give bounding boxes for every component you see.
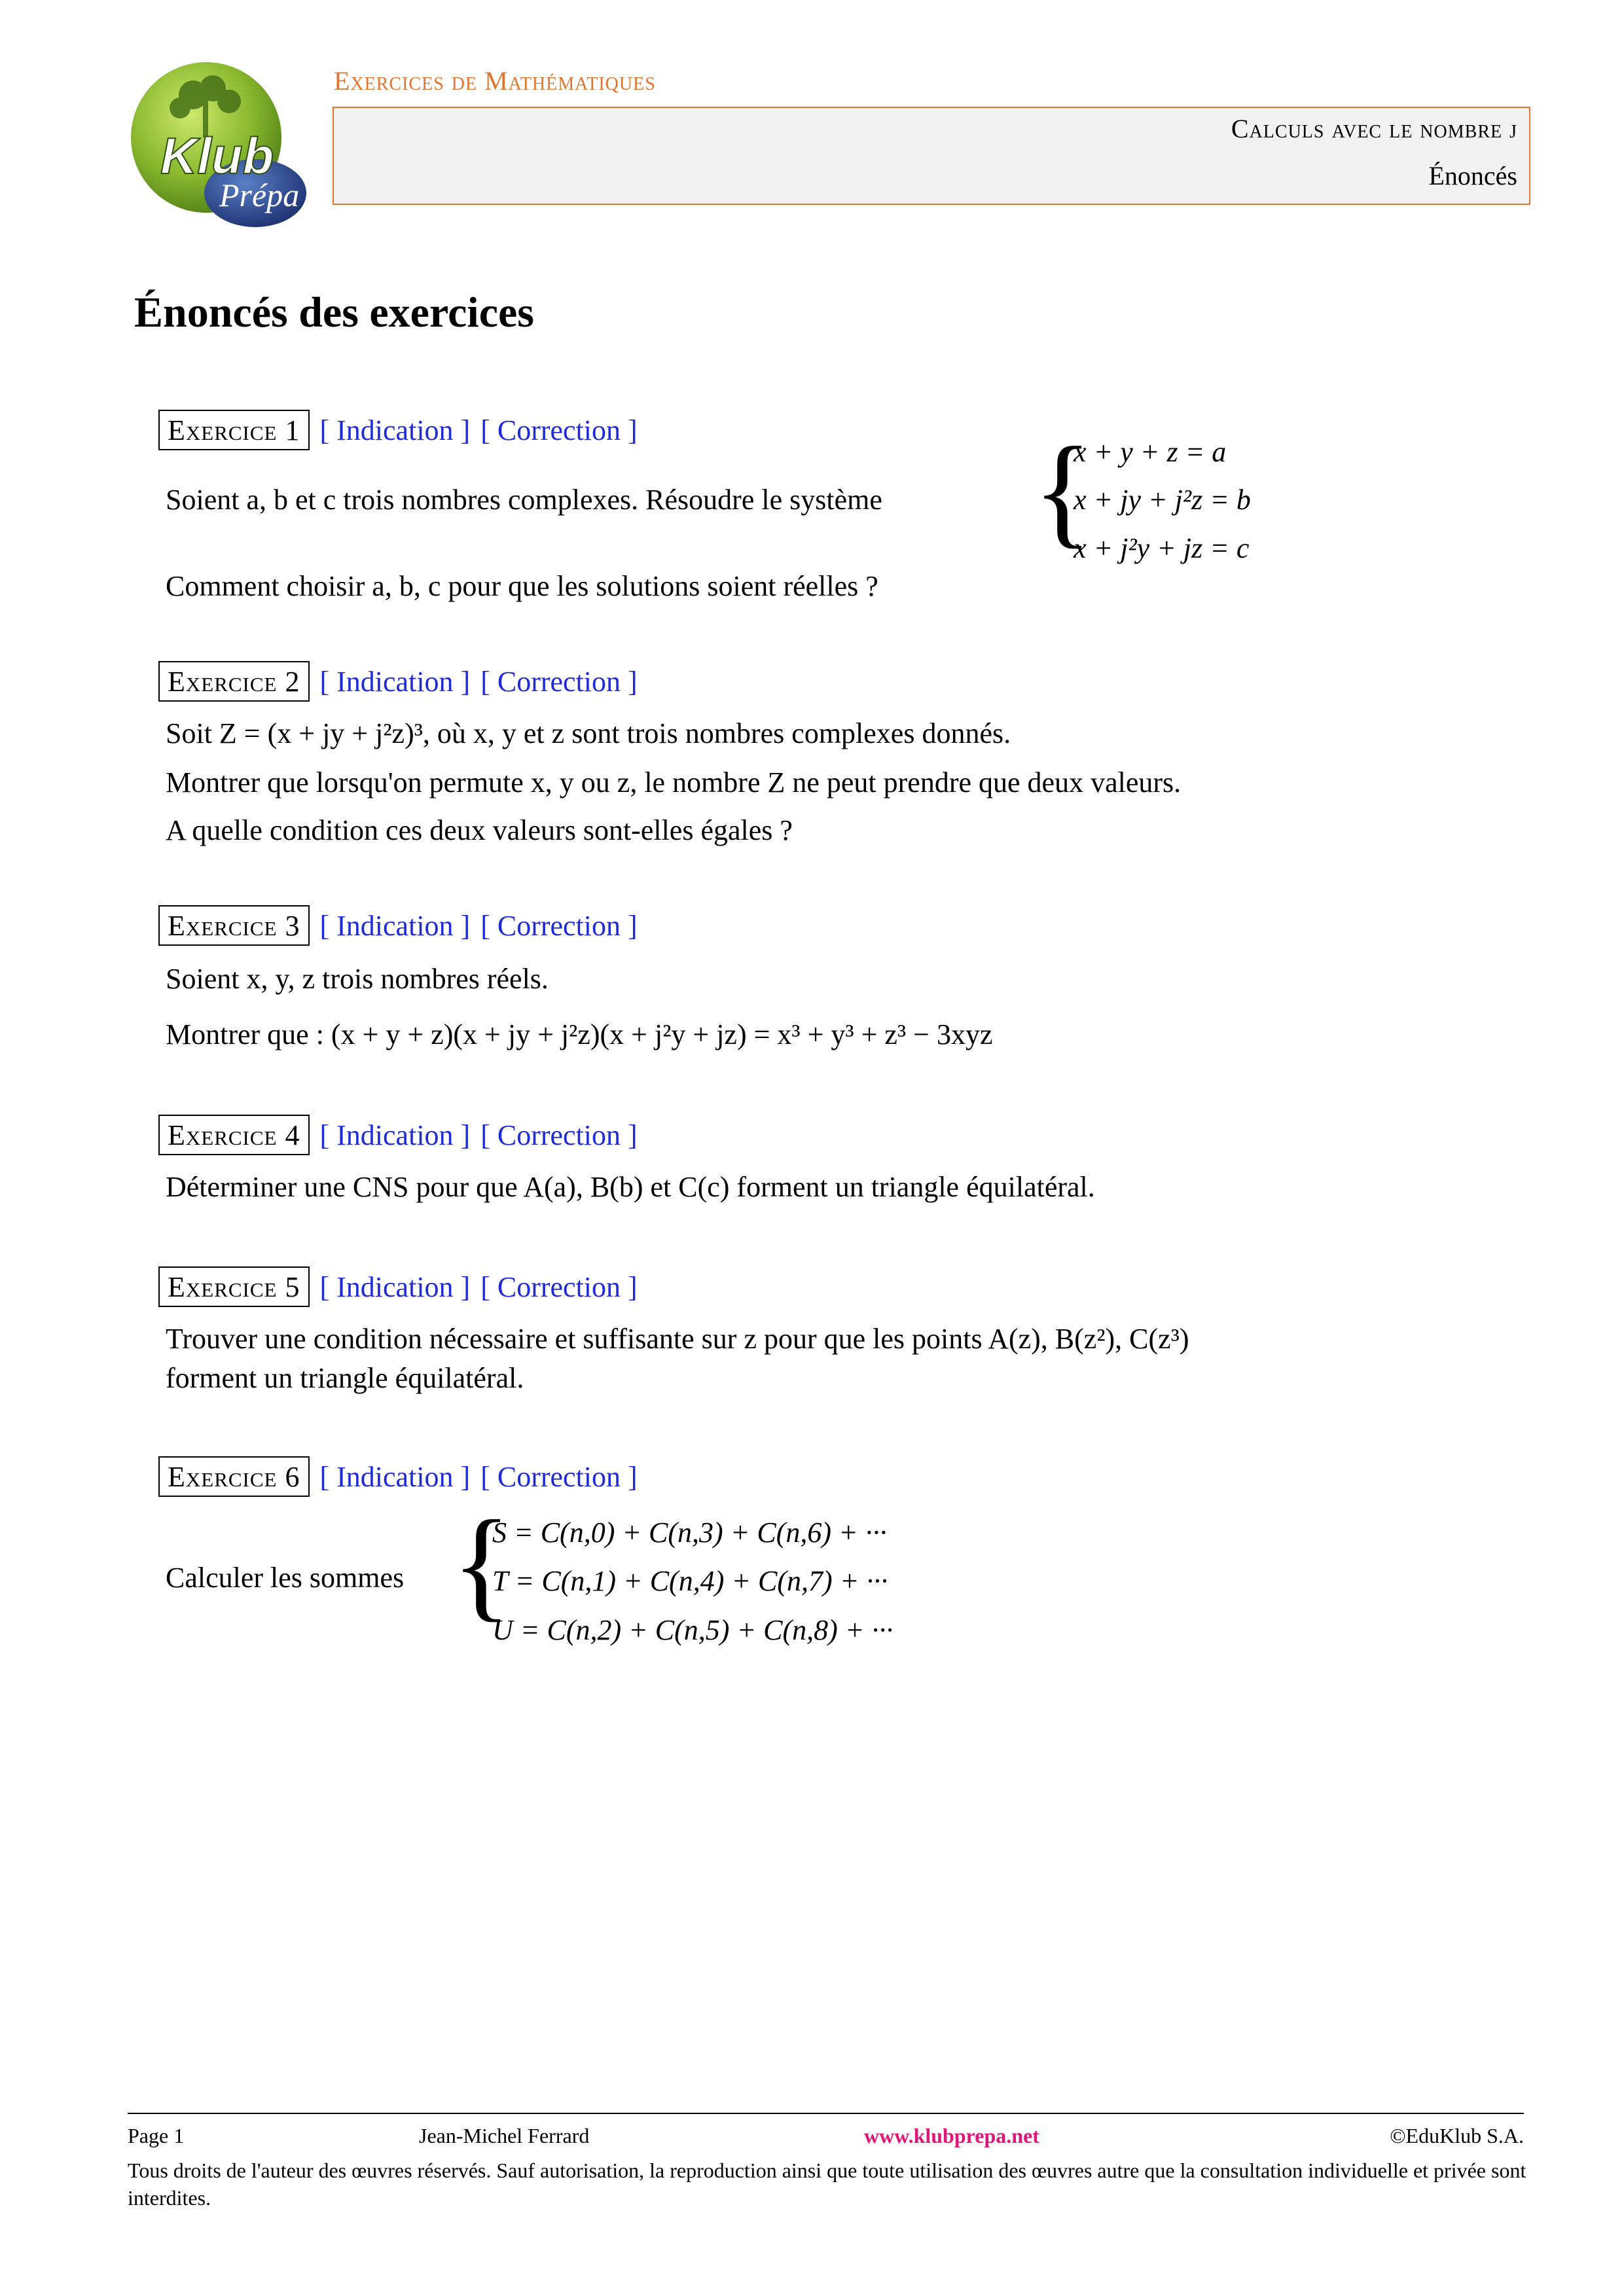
exercise-1-equation-2: x + jy + j²z = b bbox=[1074, 484, 1251, 516]
exercise-4-label: Exercice 4 bbox=[158, 1115, 310, 1155]
exercise-4-correction-link[interactable]: [ Correction ] bbox=[480, 1119, 638, 1151]
exercise-6-sum-T: T = C(n,1) + C(n,4) + C(n,7) + ··· bbox=[492, 1565, 888, 1597]
exercise-6-header bbox=[158, 1454, 638, 1499]
exercise-1-system-brace: { bbox=[1033, 422, 1093, 560]
exercise-1-correction-link[interactable]: [ Correction ] bbox=[480, 414, 638, 446]
exercise-3-line-2: Montrer que : (x + y + z)(x + jy + j²z)(x + j²y + jz) = x³ + y³ + z³ − 3xyz bbox=[166, 1018, 993, 1050]
footer-copyright: ©EduKlub S.A. bbox=[1390, 2124, 1524, 2147]
exercise-2-line-3: A quelle condition ces deux valeurs sont-elles égales ? bbox=[166, 814, 793, 846]
exercise-1-header bbox=[158, 408, 638, 452]
exercise-5-line-1: Trouver une condition nécessaire et suffisante sur z pour que les points A(z), B(z²), C(z³) bbox=[166, 1323, 1189, 1355]
exercise-2-correction-link[interactable]: [ Correction ] bbox=[480, 665, 638, 698]
exercise-1-label: Exercice 1 bbox=[158, 410, 310, 450]
exercise-5-correction-link[interactable]: [ Correction ] bbox=[480, 1270, 638, 1303]
exercise-1-equation-1: x + y + z = a bbox=[1074, 436, 1227, 468]
page-title: Énoncés des exercices bbox=[134, 289, 534, 336]
exercise-5-line-2: forment un triangle équilatéral. bbox=[166, 1362, 524, 1394]
exercise-6-statement: Calculer les sommes bbox=[166, 1562, 405, 1594]
exercise-2-label: Exercice 2 bbox=[158, 661, 310, 702]
svg-text:Prépa: Prépa bbox=[219, 177, 300, 213]
exercise-5-indication-link[interactable]: [ Indication ] bbox=[319, 1270, 471, 1303]
exercise-2-indication-link[interactable]: [ Indication ] bbox=[319, 665, 471, 698]
exercise-3-correction-link[interactable]: [ Correction ] bbox=[480, 909, 638, 942]
exercise-2-line-1: Soit Z = (x + jy + j²z)³, où x, y et z sont trois nombres complexes donnés. bbox=[166, 717, 1011, 749]
exercise-3-header bbox=[158, 903, 638, 948]
klubprepa-logo bbox=[115, 59, 314, 229]
footer-website-link[interactable]: www.klubprepa.net bbox=[864, 2124, 1039, 2147]
exercise-1-indication-link[interactable]: [ Indication ] bbox=[319, 414, 471, 446]
exercise-6-sum-U: U = C(n,2) + C(n,5) + C(n,8) + ··· bbox=[492, 1614, 893, 1646]
footer-rule bbox=[128, 2113, 1524, 2114]
footer-author: Jean-Michel Ferrard bbox=[419, 2124, 590, 2147]
exercise-6-indication-link[interactable]: [ Indication ] bbox=[319, 1460, 471, 1493]
chapter-title: Calculs avec le nombre j bbox=[1231, 114, 1517, 143]
exercise-4-header bbox=[158, 1113, 638, 1157]
exercise-3-indication-link[interactable]: [ Indication ] bbox=[319, 909, 471, 942]
exercise-2-line-2: Montrer que lorsqu'on permute x, y ou z, le nombre Z ne peut prendre que deux valeurs. bbox=[166, 766, 1182, 798]
exercise-4-line-1: Déterminer une CNS pour que A(a), B(b) et C(c) forment un triangle équilatéral. bbox=[166, 1171, 1095, 1203]
exercise-4-indication-link[interactable]: [ Indication ] bbox=[319, 1119, 471, 1151]
exercise-1-question: Comment choisir a, b, c pour que les solutions soient réelles ? bbox=[166, 570, 878, 602]
svg-text:Klub: Klub bbox=[160, 127, 274, 185]
footer-legal-notice: Tous droits de l'auteur des œuvres réservés. Sauf autorisation, la reproduction ainsi que toute utilisation des œuvres autre que la consultation individuelle et privée sont interdites. bbox=[128, 2159, 1526, 2210]
header-box bbox=[333, 107, 1530, 205]
exercise-2-header bbox=[158, 659, 638, 704]
exercise-1-statement: Soient a, b et c trois nombres complexes. Résoudre le système bbox=[166, 484, 882, 516]
exercise-6-system-brace: { bbox=[452, 1496, 512, 1633]
series-title: Exercices de Mathématiques bbox=[334, 66, 656, 96]
exercise-6-correction-link[interactable]: [ Correction ] bbox=[480, 1460, 638, 1493]
exercise-6-label: Exercice 6 bbox=[158, 1456, 310, 1497]
footer-page-number: Page 1 bbox=[128, 2124, 185, 2147]
exercise-5-header bbox=[158, 1265, 638, 1309]
chapter-subtitle: Énoncés bbox=[1428, 161, 1517, 190]
exercise-1-equation-3: x + j²y + jz = c bbox=[1074, 532, 1250, 564]
exercise-3-line-1: Soient x, y, z trois nombres réels. bbox=[166, 963, 549, 995]
exercise-3-label: Exercice 3 bbox=[158, 905, 310, 946]
exercise-6-sum-S: S = C(n,0) + C(n,3) + C(n,6) + ··· bbox=[492, 1516, 887, 1549]
exercise-5-label: Exercice 5 bbox=[158, 1266, 310, 1307]
